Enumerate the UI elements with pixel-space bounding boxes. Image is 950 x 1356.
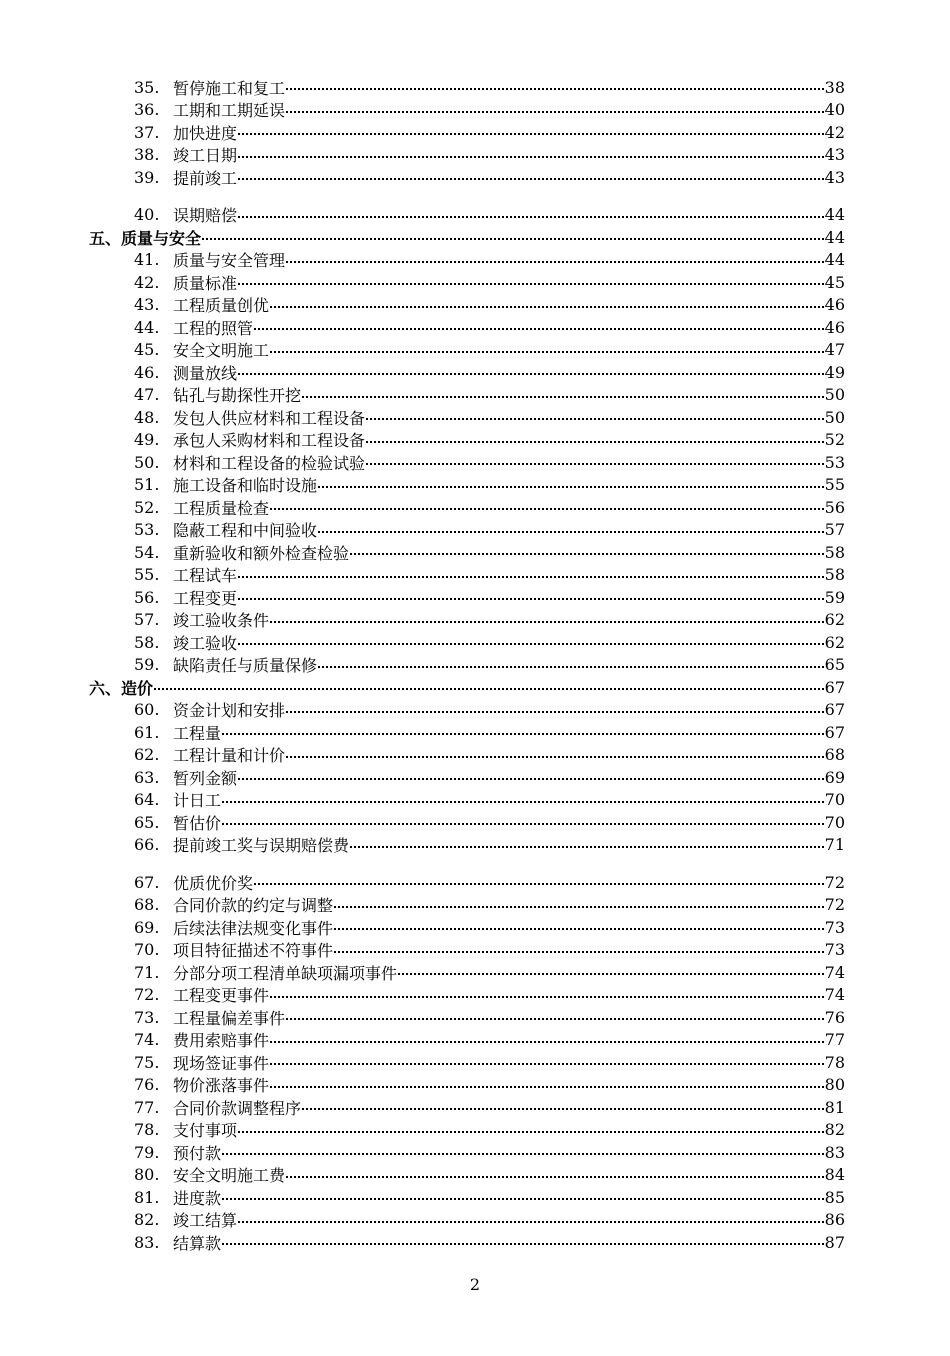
toc-entry[interactable] <box>0 1164 950 1187</box>
toc-entry-number: 72. <box>134 985 160 1005</box>
toc-entry-title: 结算款 <box>173 1231 222 1254</box>
toc-page-number: 83 <box>824 1142 845 1162</box>
toc-spacer <box>0 856 950 871</box>
toc-entry-title: 合同价款的约定与调整 <box>173 893 334 916</box>
dot-leader <box>254 883 828 885</box>
toc-page-number: 78 <box>824 1052 845 1072</box>
toc-page-number: 45 <box>824 272 845 292</box>
toc-entry-title: 优质优价奖 <box>173 871 254 894</box>
toc-entry-number: 67. <box>134 872 160 892</box>
toc-entry-number: 35. <box>134 77 160 97</box>
toc-entry-title: 工程量偏差事件 <box>173 1006 286 1029</box>
toc-entry-title: 误期赔偿 <box>173 203 238 226</box>
toc-section-heading[interactable] <box>0 226 950 249</box>
toc-entry[interactable] <box>0 871 950 894</box>
toc-entry[interactable] <box>0 631 950 654</box>
toc-entry[interactable] <box>0 121 950 144</box>
dot-leader <box>318 666 828 668</box>
toc-page-number: 59 <box>824 587 845 607</box>
toc-entry-number: 57. <box>134 610 160 630</box>
toc-entry-number: 55. <box>134 565 160 585</box>
toc-entry-title: 缺陷责任与质量保修 <box>173 653 318 676</box>
toc-page-number: 69 <box>824 767 845 787</box>
toc-entry[interactable] <box>0 1051 950 1074</box>
toc-entry[interactable] <box>0 99 950 122</box>
toc-entry-title: 质量与安全管理 <box>173 248 286 271</box>
dot-leader <box>270 621 828 623</box>
toc-entry[interactable] <box>0 76 950 99</box>
toc-entry[interactable] <box>0 166 950 189</box>
toc-entry[interactable] <box>0 429 950 452</box>
toc-entry-number: 60. <box>134 700 160 720</box>
toc-entry[interactable] <box>0 541 950 564</box>
toc-page-number: 85 <box>824 1187 845 1207</box>
dot-leader <box>286 88 828 90</box>
toc-entry[interactable] <box>0 721 950 744</box>
toc-entry[interactable] <box>0 271 950 294</box>
toc-entry-number: 79. <box>134 1142 160 1162</box>
dot-leader <box>366 463 828 465</box>
dot-leader <box>318 486 828 488</box>
toc-entry-number: 37. <box>134 122 160 142</box>
dot-leader <box>238 216 828 218</box>
toc-entry-number: 42. <box>134 272 160 292</box>
toc-entry-number: 59. <box>134 655 160 675</box>
dot-leader <box>222 823 828 825</box>
toc-entry-number: 64. <box>134 790 160 810</box>
toc-page-number: 70 <box>824 812 845 832</box>
toc-entry-title: 安全文明施工 <box>173 338 270 361</box>
dot-leader <box>222 1153 828 1155</box>
dot-leader <box>238 373 828 375</box>
toc-entry[interactable] <box>0 1006 950 1029</box>
toc-page-number: 44 <box>824 227 845 247</box>
dot-leader <box>302 396 828 398</box>
dot-leader <box>238 643 828 645</box>
toc-page-number: 47 <box>824 340 845 360</box>
toc-entry-number: 58. <box>134 632 160 652</box>
toc-entry-title: 承包人采购材料和工程设备 <box>173 428 366 451</box>
toc-entry-title: 工程质量创优 <box>173 293 270 316</box>
toc-entry[interactable] <box>0 339 950 362</box>
toc-entry-title: 工程计量和计价 <box>173 743 286 766</box>
toc-entry-title: 物价涨落事件 <box>173 1073 270 1096</box>
toc-entry-number: 65. <box>134 812 160 832</box>
toc-page-number: 73 <box>824 940 845 960</box>
dot-leader <box>366 441 828 443</box>
dot-leader <box>286 1018 828 1020</box>
toc-entry-number: 61. <box>134 722 160 742</box>
dot-leader <box>286 711 828 713</box>
toc-entry[interactable] <box>0 834 950 857</box>
toc-entry-title: 工程量 <box>173 721 222 744</box>
toc-page-number: 46 <box>824 317 845 337</box>
dot-leader <box>222 801 828 803</box>
toc-entry-title: 隐蔽工程和中间验收 <box>173 518 318 541</box>
toc-entry-title: 工程的照管 <box>173 316 254 339</box>
dot-leader <box>238 1131 828 1133</box>
toc-page-number: 49 <box>824 362 845 382</box>
toc-entry-title: 提前竣工奖与误期赔偿费 <box>173 833 350 856</box>
dot-leader <box>302 1108 828 1110</box>
toc-entry[interactable] <box>0 384 950 407</box>
dot-leader <box>238 283 828 285</box>
toc-entry-number: 66. <box>134 835 160 855</box>
toc-entry-number: 70. <box>134 940 160 960</box>
toc-entry-number: 56. <box>134 587 160 607</box>
toc-entry[interactable] <box>0 609 950 632</box>
dot-leader <box>286 111 828 113</box>
toc-entry-title: 发包人供应材料和工程设备 <box>173 406 366 429</box>
toc-entry-number: 63. <box>134 767 160 787</box>
toc-entry[interactable] <box>0 654 950 677</box>
dot-leader <box>334 906 828 908</box>
dot-leader <box>286 261 828 263</box>
toc-entry-title: 竣工验收 <box>173 631 238 654</box>
toc-page-number: 56 <box>824 497 845 517</box>
dot-leader <box>334 951 828 953</box>
toc-page-number: 62 <box>824 632 845 652</box>
dot-leader <box>270 351 828 353</box>
toc-entry-title: 项目特征描述不符事件 <box>173 938 334 961</box>
toc-entry-title: 工程试车 <box>173 563 238 586</box>
toc-page-number: 84 <box>824 1165 845 1185</box>
toc-entry-title: 工程变更 <box>173 586 238 609</box>
toc-entry-title: 竣工验收条件 <box>173 608 270 631</box>
toc-page-number: 76 <box>824 1007 845 1027</box>
toc-entry-number: 46. <box>134 362 160 382</box>
toc-entry-number: 81. <box>134 1187 160 1207</box>
toc-entry-number: 54. <box>134 542 160 562</box>
dot-leader <box>270 996 828 998</box>
dot-leader <box>238 178 828 180</box>
toc-entry-title: 现场签证事件 <box>173 1051 270 1074</box>
toc-entry[interactable] <box>0 361 950 384</box>
toc-entry[interactable] <box>0 811 950 834</box>
toc-entry-number: 78. <box>134 1120 160 1140</box>
dot-leader <box>238 156 828 158</box>
toc-entry-number: 80. <box>134 1165 160 1185</box>
dot-leader <box>398 973 828 975</box>
dot-leader <box>286 756 828 758</box>
toc-page-number: 65 <box>824 655 845 675</box>
toc-page-number: 71 <box>824 835 845 855</box>
toc-section-heading[interactable] <box>0 676 950 699</box>
toc-page-number: 55 <box>824 475 845 495</box>
toc-entry-number: 74. <box>134 1030 160 1050</box>
toc-entry-title: 重新验收和额外检查检验 <box>173 541 350 564</box>
dot-leader <box>270 1063 828 1065</box>
toc-page-number: 67 <box>824 722 845 742</box>
toc-entry-title: 暂列金额 <box>173 766 238 789</box>
toc-entry[interactable] <box>0 451 950 474</box>
toc-page-number: 81 <box>824 1097 845 1117</box>
dot-leader <box>222 1243 828 1245</box>
dot-leader <box>270 508 828 510</box>
toc-entry-number: 53. <box>134 520 160 540</box>
dot-leader <box>238 778 828 780</box>
toc-entry-number: 50. <box>134 452 160 472</box>
toc-entry[interactable] <box>0 699 950 722</box>
page-number: 2 <box>469 1275 481 1294</box>
toc-entry[interactable] <box>0 1186 950 1209</box>
toc-page-number: 77 <box>824 1030 845 1050</box>
toc-entry[interactable] <box>0 961 950 984</box>
toc-page-number: 70 <box>824 790 845 810</box>
toc-entry[interactable] <box>0 144 950 167</box>
toc-entry[interactable] <box>0 1209 950 1232</box>
toc-page-number: 38 <box>824 77 845 97</box>
dot-leader <box>222 1198 828 1200</box>
toc-entry-number: 38. <box>134 145 160 165</box>
toc-page-number: 87 <box>824 1232 845 1252</box>
toc-entry-title: 计日工 <box>173 788 222 811</box>
toc-page-number: 42 <box>824 122 845 142</box>
toc-page-number: 58 <box>824 565 845 585</box>
toc-entry[interactable] <box>0 916 950 939</box>
toc-entry-number: 52. <box>134 497 160 517</box>
toc-entry-number: 44. <box>134 317 160 337</box>
dot-leader <box>238 598 828 600</box>
toc-page-number: 86 <box>824 1210 845 1230</box>
toc-page-number: 73 <box>824 917 845 937</box>
toc-entry-title: 后续法律法规变化事件 <box>173 916 334 939</box>
dot-leader <box>154 688 828 690</box>
toc-entry[interactable] <box>0 586 950 609</box>
toc-entry[interactable] <box>0 564 950 587</box>
toc-entry[interactable] <box>0 204 950 227</box>
toc-entry-number: 45. <box>134 340 160 360</box>
toc-entry-title: 提前竣工 <box>173 166 238 189</box>
toc-page-number: 53 <box>824 452 845 472</box>
toc-entry[interactable] <box>0 1074 950 1097</box>
dot-leader <box>238 576 828 578</box>
toc-entry-number: 49. <box>134 430 160 450</box>
toc-entry-number: 71. <box>134 962 160 982</box>
toc-page-number: 58 <box>824 542 845 562</box>
toc-page-number: 46 <box>824 295 845 315</box>
toc-entry-title: 分部分项工程清单缺项漏项事件 <box>173 961 398 984</box>
toc-page-number: 43 <box>824 145 845 165</box>
table-of-contents <box>0 76 950 1254</box>
toc-entry[interactable] <box>0 496 950 519</box>
dot-leader <box>202 238 828 240</box>
toc-entry-title: 材料和工程设备的检验试验 <box>173 451 366 474</box>
toc-entry-title: 六、造价 <box>89 676 154 699</box>
toc-entry-title: 合同价款调整程序 <box>173 1096 302 1119</box>
toc-page-number: 67 <box>824 700 845 720</box>
toc-entry-number: 48. <box>134 407 160 427</box>
toc-entry-title: 工程质量检查 <box>173 496 270 519</box>
toc-entry-number: 43. <box>134 295 160 315</box>
toc-entry[interactable] <box>0 1231 950 1254</box>
toc-page-number: 52 <box>824 430 845 450</box>
toc-page-number: 68 <box>824 745 845 765</box>
toc-entry[interactable] <box>0 1029 950 1052</box>
toc-entry-title: 工程变更事件 <box>173 983 270 1006</box>
dot-leader <box>254 328 828 330</box>
toc-entry-number: 36. <box>134 100 160 120</box>
toc-entry-number: 69. <box>134 917 160 937</box>
toc-page-number: 40 <box>824 100 845 120</box>
toc-entry-number: 73. <box>134 1007 160 1027</box>
toc-entry-number: 77. <box>134 1097 160 1117</box>
dot-leader <box>270 1086 828 1088</box>
toc-page-number: 57 <box>824 520 845 540</box>
toc-entry-title: 钻孔与勘探性开挖 <box>173 383 302 406</box>
toc-entry[interactable] <box>0 474 950 497</box>
toc-entry-number: 39. <box>134 167 160 187</box>
toc-page-number: 67 <box>824 677 845 697</box>
toc-entry-title: 加快进度 <box>173 121 238 144</box>
toc-entry-title: 五、质量与安全 <box>89 226 202 249</box>
dot-leader <box>238 1221 828 1223</box>
toc-page-number: 80 <box>824 1075 845 1095</box>
toc-entry-title: 预付款 <box>173 1141 222 1164</box>
toc-entry[interactable] <box>0 744 950 767</box>
toc-entry[interactable] <box>0 789 950 812</box>
dot-leader <box>238 133 828 135</box>
dot-leader <box>334 928 828 930</box>
toc-entry-number: 68. <box>134 895 160 915</box>
dot-leader <box>222 733 828 735</box>
toc-entry-title: 进度款 <box>173 1186 222 1209</box>
toc-entry[interactable] <box>0 249 950 272</box>
toc-entry-number: 75. <box>134 1052 160 1072</box>
dot-leader <box>270 1041 828 1043</box>
toc-page-number: 44 <box>824 205 845 225</box>
toc-entry-title: 竣工日期 <box>173 143 238 166</box>
dot-leader <box>318 531 828 533</box>
toc-entry-title: 暂估价 <box>173 811 222 834</box>
toc-entry-title: 安全文明施工费 <box>173 1163 286 1186</box>
toc-entry[interactable] <box>0 894 950 917</box>
toc-page-number: 74 <box>824 962 845 982</box>
toc-spacer <box>0 189 950 204</box>
toc-entry[interactable] <box>0 316 950 339</box>
toc-page-number: 50 <box>824 385 845 405</box>
toc-entry-title: 竣工结算 <box>173 1208 238 1231</box>
toc-entry[interactable] <box>0 294 950 317</box>
dot-leader <box>286 1176 828 1178</box>
toc-entry-title: 工期和工期延误 <box>173 98 286 121</box>
toc-page-number: 82 <box>824 1120 845 1140</box>
dot-leader <box>366 418 828 420</box>
dot-leader <box>350 553 828 555</box>
toc-page-number: 72 <box>824 895 845 915</box>
toc-page-number: 62 <box>824 610 845 630</box>
toc-page-number: 43 <box>824 167 845 187</box>
toc-entry-number: 83. <box>134 1232 160 1252</box>
toc-entry[interactable] <box>0 519 950 542</box>
toc-page-number: 50 <box>824 407 845 427</box>
dot-leader <box>270 306 828 308</box>
toc-entry-title: 支付事项 <box>173 1118 238 1141</box>
dot-leader <box>350 846 828 848</box>
toc-entry[interactable] <box>0 939 950 962</box>
toc-entry-title: 施工设备和临时设施 <box>173 473 318 496</box>
toc-entry-title: 测量放线 <box>173 361 238 384</box>
toc-entry-number: 62. <box>134 745 160 765</box>
toc-entry-number: 47. <box>134 385 160 405</box>
toc-entry-number: 51. <box>134 475 160 495</box>
toc-entry-number: 82. <box>134 1210 160 1230</box>
toc-entry[interactable] <box>0 1119 950 1142</box>
toc-entry[interactable] <box>0 984 950 1007</box>
toc-entry-title: 质量标准 <box>173 271 238 294</box>
toc-page-number: 74 <box>824 985 845 1005</box>
toc-entry[interactable] <box>0 406 950 429</box>
toc-entry-number: 40. <box>134 205 160 225</box>
toc-page-number: 44 <box>824 250 845 270</box>
toc-page-number: 72 <box>824 872 845 892</box>
toc-entry[interactable] <box>0 1141 950 1164</box>
toc-entry-number: 41. <box>134 250 160 270</box>
toc-entry-title: 费用索赔事件 <box>173 1028 270 1051</box>
toc-entry[interactable] <box>0 766 950 789</box>
toc-entry-number: 76. <box>134 1075 160 1095</box>
toc-entry-title: 暂停施工和复工 <box>173 76 286 99</box>
toc-entry-title: 资金计划和安排 <box>173 698 286 721</box>
toc-entry[interactable] <box>0 1096 950 1119</box>
